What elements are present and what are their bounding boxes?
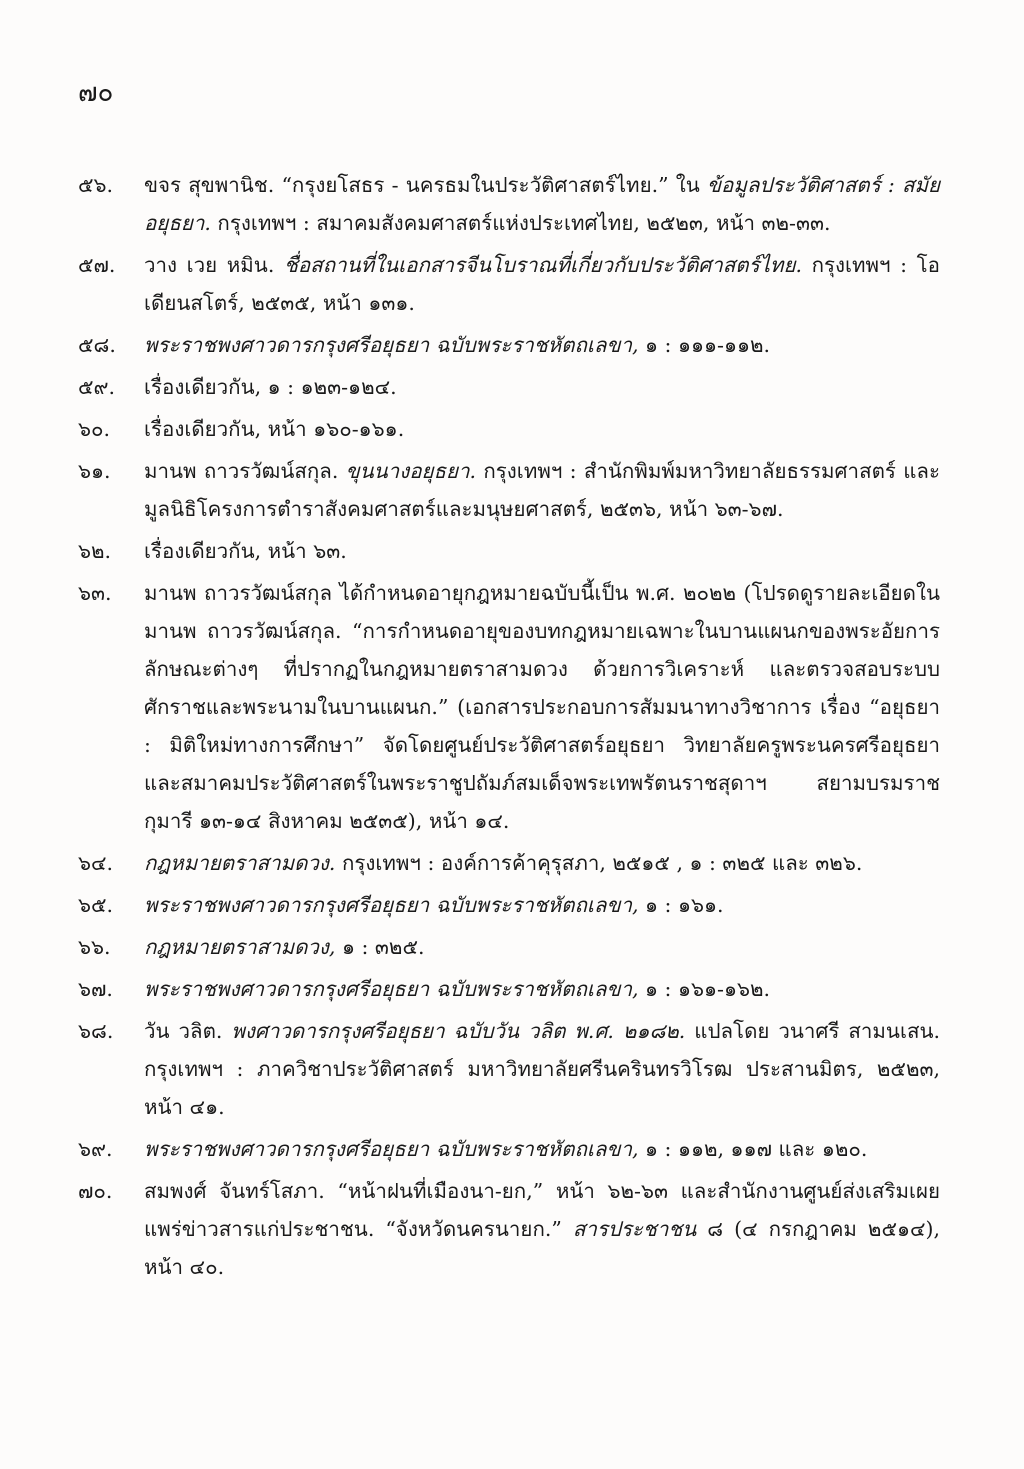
endnote-item (78, 1172, 940, 1286)
endnote-item (78, 1130, 940, 1168)
endnote-number: ๖๕. (78, 893, 114, 917)
endnote-number: ๖๘. (78, 1019, 114, 1043)
endnote-text-segment: วาง เวย หมิน. (144, 253, 284, 277)
endnote-item (78, 410, 940, 448)
endnote-text-segment: กรุงเทพฯ : โอเดียนสโตร์, ๒๕๓๕, หน้า ๑๓๑. (144, 253, 940, 315)
endnote-text (144, 1172, 940, 1286)
endnote-title-italic: พงศาวดารกรุงศรีอยุธยา ฉบับวัน วลิต พ.ศ. ๒๑๘๒. (231, 1019, 686, 1043)
endnote-number: ๖๐. (78, 417, 111, 441)
endnote-item (78, 970, 940, 1008)
page-number: ๗๐ (78, 78, 114, 108)
endnote-title-italic: พระราชพงศาวดารกรุงศรีอยุธยา ฉบับพระราชหัตถเลขา, (144, 977, 639, 1001)
endnote-text-segment: วัน วลิต. (144, 1019, 232, 1043)
endnote-item (78, 368, 940, 406)
endnote-text-segment: กรุงเทพฯ : องค์การค้าคุรุสภา, ๒๕๑๕ , ๑ : ๓๒๕ และ ๓๒๖. (335, 851, 863, 875)
endnote-title-italic: พระราชพงศาวดารกรุงศรีอยุธยา ฉบับพระราชหัตถเลขา, (144, 333, 639, 357)
endnote-text (144, 928, 940, 966)
endnotes-list (78, 166, 940, 1290)
endnote-title-italic: กฎหมายตราสามดวง, (144, 935, 336, 959)
endnote-item (78, 246, 940, 322)
endnote-text (144, 452, 940, 528)
endnote-number: ๕๙. (78, 375, 116, 399)
endnote-text (144, 1130, 940, 1168)
endnote-number: ๖๓. (78, 581, 112, 605)
endnote-text (144, 1012, 940, 1126)
endnote-title-italic: ข้อมูลประวัติศาสตร์ : สมัยอยุธยา. (144, 173, 940, 235)
endnote-item (78, 844, 940, 882)
endnote-text (144, 574, 940, 840)
endnote-text (144, 886, 940, 924)
endnote-text-segment: กรุงเทพฯ : สมาคมสังคมศาสตร์แห่งประเทศไทย, ๒๕๒๓, หน้า ๓๒-๓๓. (210, 211, 831, 235)
endnote-number: ๕๖. (78, 173, 114, 197)
endnote-text (144, 326, 940, 364)
endnote-number: ๖๑. (78, 459, 111, 483)
endnote-text-segment: เรื่องเดียวกัน, หน้า ๖๓. (144, 539, 347, 563)
endnote-text-segment: ๘ (๔ กรกฎาคม ๒๕๑๔), หน้า ๔๐. (144, 1217, 940, 1279)
endnote-number: ๗๐. (78, 1179, 113, 1203)
endnote-text-segment: ขจร สุขพานิช. “กรุงยโสธร - นครธมในประวัติศาสตร์ไทย.” ใน (144, 173, 708, 197)
endnote-item (78, 928, 940, 966)
endnote-text-segment: สมพงศ์ จันทร์โสภา. “หน้าฝนที่เมืองนา-ยก,” หน้า ๖๒-๖๓ และสำนักงานศูนย์ส่งเสริมเผยแพร่ข่าวสารแก่ประชาชน. “จังหวัดนครนายก.” (144, 1179, 940, 1241)
endnote-text-segment: ๑ : ๑๑๒, ๑๑๗ และ ๑๒๐. (638, 1137, 868, 1161)
endnote-item (78, 574, 940, 840)
endnote-text-segment: เรื่องเดียวกัน, หน้า ๑๖๐-๑๖๑. (144, 417, 405, 441)
endnote-number: ๖๙. (78, 1137, 113, 1161)
endnote-text-segment: แปลโดย วนาศรี สามนเสน. กรุงเทพฯ : ภาควิชาประวัติศาสตร์ มหาวิทยาลัยศรีนครินทรวิโรฒ ประสานมิตร, ๒๕๒๓, หน้า ๔๑. (144, 1019, 940, 1119)
endnote-text (144, 246, 940, 322)
endnote-text-segment: ๑ : ๑๖๑-๑๖๒. (638, 977, 771, 1001)
endnote-item (78, 166, 940, 242)
endnote-text (144, 844, 940, 882)
endnote-number: ๖๔. (78, 851, 114, 875)
endnote-text-segment: ๑ : ๓๒๕. (335, 935, 425, 959)
endnote-text-segment: มานพ ถาวรวัฒน์สกุล. (144, 459, 346, 483)
endnote-title-italic: ขุนนางอยุธยา. (345, 459, 477, 483)
endnote-text (144, 970, 940, 1008)
endnote-title-italic: ชื่อสถานที่ในเอกสารจีนโบราณที่เกี่ยวกับประวัติศาสตร์ไทย. (283, 253, 802, 277)
endnote-text (144, 532, 940, 570)
endnote-number: ๖๖. (78, 935, 111, 959)
endnote-title-italic: พระราชพงศาวดารกรุงศรีอยุธยา ฉบับพระราชหัตถเลขา, (144, 1137, 639, 1161)
endnote-text (144, 166, 940, 242)
endnote-text-segment: กรุงเทพฯ : สำนักพิมพ์มหาวิทยาลัยธรรมศาสตร์ และมูลนิธิโครงการตำราสังคมศาสตร์และมนุษยศาสตร์, ๒๕๓๖, หน้า ๖๓-๖๗. (144, 459, 940, 521)
endnote-number: ๕๘. (78, 333, 116, 357)
endnote-item (78, 886, 940, 924)
endnote-text-segment: มานพ ถาวรวัฒน์สกุล ได้กำหนดอายุกฎหมายฉบับนี้เป็น พ.ศ. ๒๐๒๒ (โปรดดูรายละเอียดใน มานพ ถาวรวัฒน์สกุล. “การกำหนดอายุของบทกฎหมายเฉพาะในบานแผนกของพระอัยการลักษณะต่างๆ ที่ปรากฏในกฎหมายตราสามดวง ด้วยการวิเคราะห์ และตรวจสอบระบบศักราชและพระนามในบานแผนก.” (เอกสารประกอบการสัมมนาทางวิชาการ เรื่อง “อยุธยา : มิติใหม่ทางการศึกษา” จัดโดยศูนย์ประวัติศาสตร์อยุธยา วิทยาลัยครูพระนครศรีอยุธยา และสมาคมประวัติศาสตร์ในพระราชูปถัมภ์สมเด็จพระเทพรัตนราชสุดาฯ สยามบรมราชกุมารี ๑๓-๑๔ สิงหาคม ๒๕๓๕), หน้า ๑๔. (144, 581, 940, 833)
endnote-item (78, 326, 940, 364)
endnote-item (78, 1012, 940, 1126)
endnote-text (144, 410, 940, 448)
endnote-title-italic: สารประชาชน (572, 1217, 697, 1241)
endnote-number: ๖๗. (78, 977, 113, 1001)
endnote-item (78, 532, 940, 570)
endnote-text-segment: ๑ : ๑๖๑. (638, 893, 724, 917)
endnote-text-segment: ๑ : ๑๑๑-๑๑๒. (638, 333, 771, 357)
endnote-title-italic: กฎหมายตราสามดวง. (144, 851, 336, 875)
endnote-text-segment: เรื่องเดียวกัน, ๑ : ๑๒๓-๑๒๔. (144, 375, 397, 399)
endnote-number: ๖๒. (78, 539, 112, 563)
endnote-item (78, 452, 940, 528)
endnote-text (144, 368, 940, 406)
endnote-number: ๕๗. (78, 253, 116, 277)
endnote-title-italic: พระราชพงศาวดารกรุงศรีอยุธยา ฉบับพระราชหัตถเลขา, (144, 893, 639, 917)
